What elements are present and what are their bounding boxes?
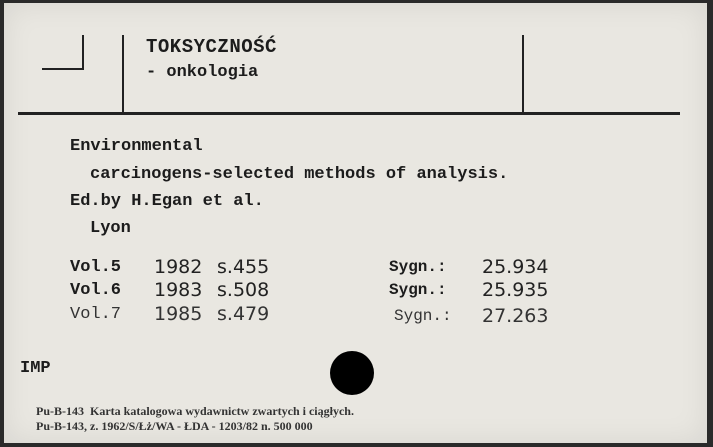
volume-label: Vol.7 — [70, 305, 122, 324]
sygn-value: 25.934 — [482, 256, 549, 278]
catalog-card — [4, 3, 707, 443]
volume-label: Vol.5 — [70, 258, 122, 277]
corner-mark-horizontal — [42, 68, 84, 70]
volume-year: 1983 — [154, 279, 203, 301]
volume-label: Vol.6 — [70, 281, 122, 300]
volume-pages: s.479 — [217, 303, 270, 325]
sygn-value: 27.263 — [482, 305, 549, 327]
volume-pages: s.455 — [217, 256, 270, 278]
header-bottom-rule — [18, 112, 680, 115]
volume-year: 1982 — [154, 256, 203, 278]
header-right-rule — [522, 35, 524, 115]
volume-pages: s.508 — [217, 279, 270, 301]
corner-mark-vertical — [82, 35, 84, 70]
punch-hole — [330, 351, 374, 395]
volume-year: 1985 — [154, 303, 203, 325]
subject-subheading: - onkologia — [146, 63, 259, 82]
entry-line-3: Ed.by H.Egan et al. — [70, 192, 264, 211]
sygn-label: Sygn.: — [394, 307, 452, 325]
subject-heading: TOKSYCZNOŚĆ — [146, 36, 277, 58]
imp-stamp: IMP — [20, 359, 51, 378]
sygn-value: 25.935 — [482, 279, 549, 301]
footer-line-2: Pu-B-143, z. 1962/S/Łż/WA - ŁDA - 1203/82 n. 500 000 — [36, 419, 313, 433]
sygn-label: Sygn.: — [389, 258, 447, 276]
entry-line-1: Environmental — [70, 137, 203, 156]
header-left-rule — [122, 35, 124, 115]
entry-line-4: Lyon — [90, 219, 131, 238]
sygn-label: Sygn.: — [389, 281, 447, 299]
footer-line-1: Pu-B-143 Karta katalogowa wydawnictw zwartych i ciągłych. — [36, 404, 354, 418]
entry-line-2: carcinogens-selected methods of analysis. — [90, 165, 509, 184]
